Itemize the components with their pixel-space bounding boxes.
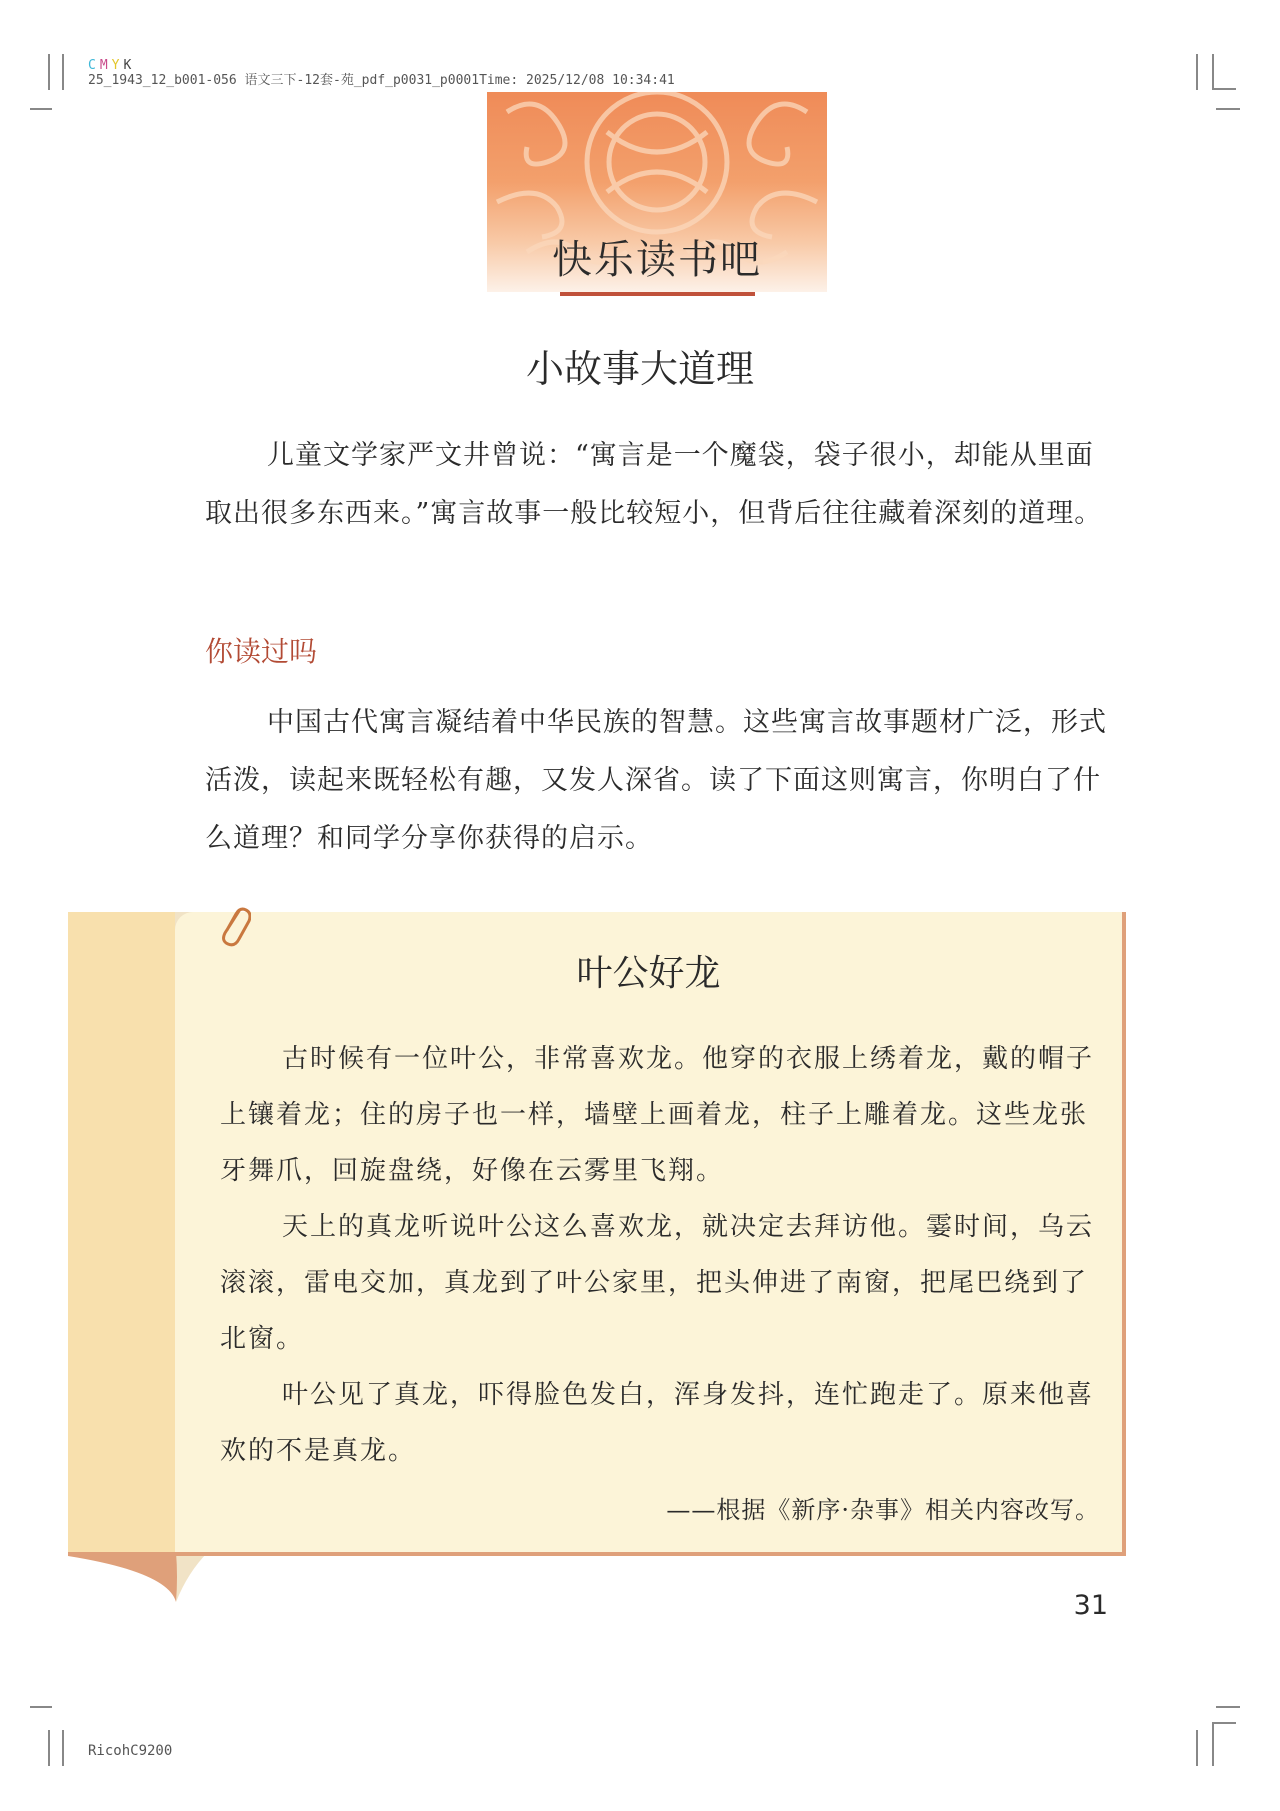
story-source: ——根据《新序·杂事》相关内容改写。	[666, 1496, 1100, 1524]
page-title: 小故事大道理	[525, 347, 754, 391]
story-paragraph-1: 古时候有一位叶公，非常喜欢龙。他穿的衣服上绣着龙，戴的帽子上镶着龙；住的房子也一样，墙壁上画着龙，柱子上雕着龙。这些龙张牙舞爪，回旋盘绕，好像在云雾里飞翔。	[220, 1044, 1095, 1186]
subheading: 你读过吗	[205, 635, 318, 668]
story-paragraph-3: 叶公见了真龙，吓得脸色发白，浑身发抖，连忙跑走了。原来他喜欢的不是真龙。	[220, 1380, 1095, 1466]
story-title: 叶公好龙	[576, 953, 721, 994]
print-slug	[88, 58, 675, 88]
body-paragraph: 中国古代寓言凝结着中华民族的智慧。这些寓言故事题材广泛，形式活泼，读起来既轻松有趣，又发人深省。读了下面这则寓言，你明白了什么道理？和同学分享你获得的启示。	[205, 707, 1107, 854]
footer-slug: RicohC9200	[88, 1743, 173, 1759]
story-paragraph-2: 天上的真龙听说叶公这么喜欢龙，就决定去拜访他。霎时间，乌云滚滚，雷电交加，真龙到了叶公家里，把头伸进了南窗，把尾巴绕到了北窗。	[220, 1212, 1095, 1354]
section-title: 快乐读书吧	[552, 237, 762, 283]
intro-paragraph: 儿童文学家严文井曾说：“寓言是一个魔袋，袋子很小，却能从里面取出很多东西来。”寓言故事一般比较短小，但背后往往藏着深刻的道理。	[205, 440, 1103, 529]
slug-line: 25_1943_12_b001-056 语文三下-12套-苑_pdf_p0031_p0001Time: 2025/12/08 10:34:41	[88, 73, 675, 88]
cmyk-marks	[88, 58, 675, 73]
cmyk-k: K	[123, 58, 132, 73]
cmyk-c: C	[88, 58, 96, 73]
cmyk-y: Y	[111, 58, 120, 73]
cmyk-m: M	[99, 58, 108, 73]
paperclip-icon	[215, 903, 251, 951]
page-number: 31	[1073, 1590, 1108, 1621]
section-title-underline	[560, 292, 755, 296]
